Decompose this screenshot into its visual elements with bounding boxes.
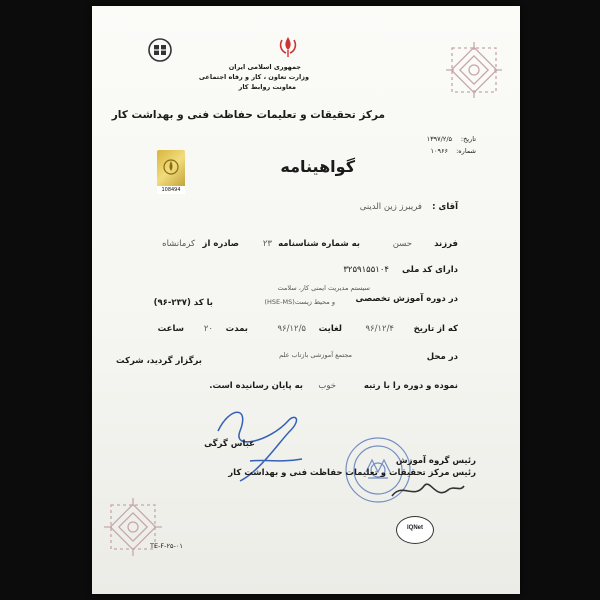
date-value: ۱۳۹۷/۲/۵ xyxy=(426,135,452,143)
certificate-title: گواهینامه xyxy=(280,157,355,176)
iran-emblem-icon xyxy=(279,36,297,58)
ministry-line-1: جمهوری اسلامی ایران xyxy=(228,63,301,71)
certificate-paper xyxy=(92,6,520,594)
mr-label: آقای : xyxy=(432,202,458,212)
national-code-label: دارای کد ملی xyxy=(402,265,458,275)
hours-label: ساعت xyxy=(157,324,184,334)
duration-value: ۲۰ xyxy=(203,324,213,334)
place-value: مجتمع آموزشی بازتاب علم xyxy=(279,351,352,359)
form-code: TE-F-۲۵-۰۱ xyxy=(150,542,183,550)
from-date-label: که از تاریخ xyxy=(413,324,458,334)
id-number: ۲۳ xyxy=(262,239,272,249)
course-code: با کد (۲۳۷-۹۶) xyxy=(153,298,213,308)
place-label: در محل xyxy=(426,352,458,362)
end-label: به پایان رسانیده است. xyxy=(209,381,303,391)
hologram-sticker xyxy=(157,150,185,194)
hologram-emblem-icon xyxy=(163,158,179,176)
course-name-line-2: و محیط زیست(HSE-MS) xyxy=(264,298,335,306)
id-label: به شماره شناسنامه xyxy=(278,239,360,249)
signature-right xyxy=(390,476,466,506)
recipient-name: فریبرز زین الدینی xyxy=(359,202,422,212)
iqnet-label: IQNet xyxy=(406,525,423,531)
ornament-top-right xyxy=(444,40,504,100)
rank-value: خوب xyxy=(318,381,336,391)
center-head-label: رئیس مرکز تحقیقات و تعلیمات حفاظت فنی و بهداشت کار xyxy=(228,468,476,478)
ministry-line-3: معاونت روابط کار xyxy=(238,83,296,91)
issued-place: کرمانشاه xyxy=(162,239,195,249)
issued-label: صادره از xyxy=(202,239,239,249)
hologram-number: 108494 xyxy=(157,186,185,194)
ministry-line-2: وزارت تعاون ، کار و رفاه اجتماعی xyxy=(198,73,309,81)
number-label: شماره: xyxy=(456,147,476,155)
iqnet-badge xyxy=(396,516,434,544)
center-name: مرکز تحقیقات و تعلیمات حفاظت فنی و بهداشت کار xyxy=(111,109,385,121)
result-label: نموده و دوره را با رتبه xyxy=(363,381,458,391)
held-label: برگزار گردید، شرکت xyxy=(116,356,202,366)
group-head-label: رئیس گروه آموزش xyxy=(395,456,476,466)
signer-name: عباس گرگی xyxy=(204,439,255,449)
duration-label: بمدت xyxy=(225,324,248,334)
to-date: ۹۶/۱۲/۵ xyxy=(277,324,306,334)
date-label: تاریخ: xyxy=(460,135,476,143)
course-name-line-1: سیستم مدیریت ایمنی کار، سلامت xyxy=(277,284,370,292)
child-label: فرزند xyxy=(434,239,458,249)
number-value: ۱۰۹۶۶ xyxy=(430,147,448,155)
national-code: ۳۲۵۹۱۵۵۱۰۴ xyxy=(343,265,389,275)
to-date-label: لغایت xyxy=(318,324,342,334)
from-date: ۹۶/۱۲/۴ xyxy=(365,324,394,334)
father-name: حسن xyxy=(392,239,412,249)
course-label: در دوره آموزش تخصصی xyxy=(355,294,458,304)
institute-logo-icon xyxy=(148,38,172,62)
